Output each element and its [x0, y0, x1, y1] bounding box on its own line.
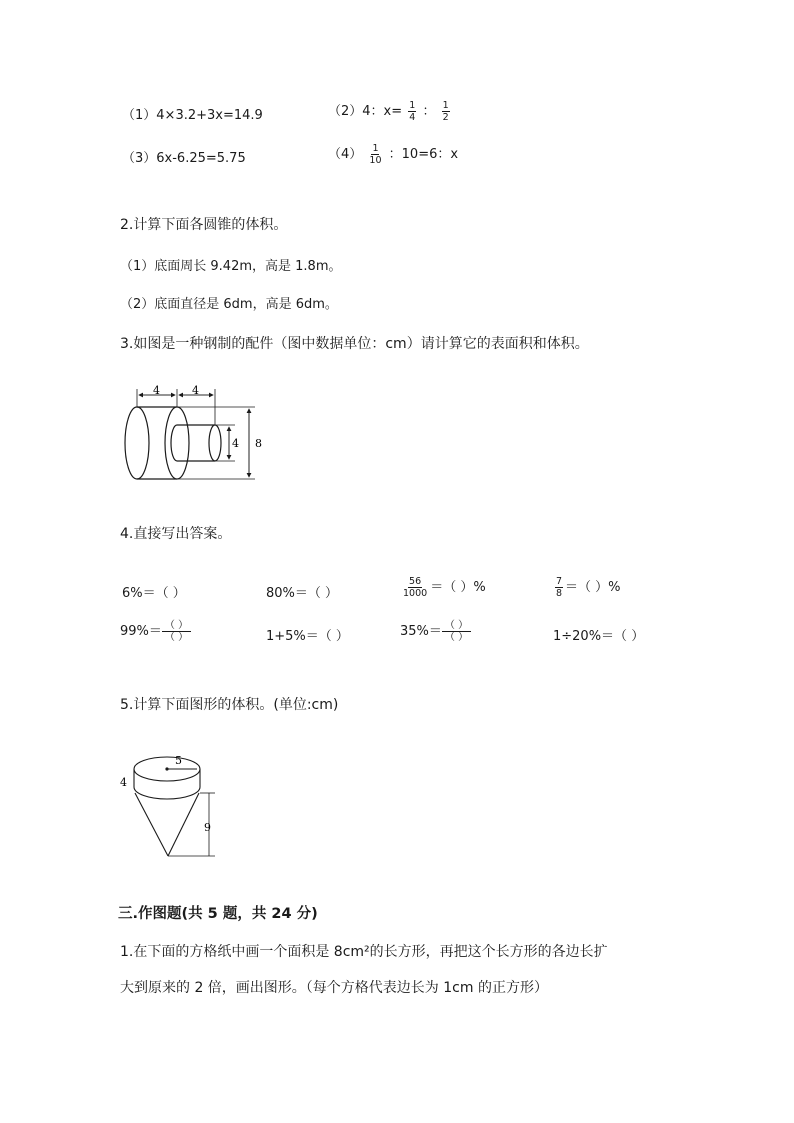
denominator: 8	[556, 588, 563, 599]
numerator: 1	[372, 143, 379, 154]
fraction	[408, 100, 416, 123]
section-2-item-2: （2）底面直径是 6dm，高是 6dm。	[120, 297, 338, 312]
oral-calc-8: 1÷20%＝（ ）	[553, 629, 645, 644]
question-number: （1）	[122, 108, 157, 123]
colon: ：	[422, 104, 436, 119]
outer-cylinder-back-ellipse	[125, 407, 149, 479]
denominator: 2	[442, 112, 449, 123]
oral-calc-4	[553, 576, 621, 599]
equation-3	[122, 147, 246, 166]
equation-4	[328, 143, 458, 166]
question-number: （2）	[328, 104, 363, 119]
equation-expression: 4×3.2+3x=14.9	[156, 108, 263, 123]
blank-fraction	[442, 620, 471, 643]
denominator: 4	[409, 112, 416, 123]
section-5-title: 5.计算下面图形的体积。(单位:cm)	[120, 697, 339, 713]
numerator-blank: （ ）	[442, 620, 471, 632]
dim-label-left: 4	[153, 385, 160, 397]
expression: 35%＝	[400, 624, 442, 639]
numerator-blank: （ ）	[162, 620, 191, 632]
oral-calc-2: 80%＝（ ）	[266, 586, 339, 601]
dim-label-outer: 8	[255, 437, 262, 450]
dim-label-right: 4	[192, 385, 199, 397]
inner-cylinder-front-ellipse	[209, 425, 221, 461]
numerator: 7	[556, 576, 563, 587]
section-2-item-1: （1）底面周长 9.42m，高是 1.8m。	[120, 259, 342, 274]
fraction	[442, 100, 450, 123]
dim-label-inner: 4	[232, 437, 239, 450]
fraction	[368, 143, 382, 166]
expression: ＝（ ）%	[430, 580, 486, 595]
steel-part-figure	[115, 385, 275, 485]
equation-expression: ：10=6：x	[388, 147, 459, 162]
expression: ＝（ ）%	[565, 580, 621, 595]
equation-2	[328, 100, 452, 123]
denominator: 10	[369, 155, 382, 166]
denominator-blank: （ ）	[444, 632, 469, 643]
denominator: 1000	[403, 588, 428, 599]
part-3-heading: 三.作图题(共 5 题，共 24 分)	[118, 906, 318, 922]
section-4-title: 4.直接写出答案。	[120, 526, 232, 542]
equation-expression: 6x-6.25=5.75	[156, 151, 246, 166]
radius-label: 5	[175, 754, 182, 767]
part-3-question-1-line-1: 1.在下面的方格纸中画一个面积是 8cm²的长方形，再把这个长方形的各边长扩	[120, 944, 608, 960]
oral-calc-1: 6%＝（ ）	[122, 586, 186, 601]
oral-calc-5	[120, 620, 191, 643]
equation-1	[122, 104, 263, 123]
oral-calc-7	[400, 620, 471, 643]
numerator: 1	[442, 100, 449, 111]
outer-cylinder-front-ellipse	[165, 407, 189, 479]
expression: 99%＝	[120, 624, 162, 639]
cylinder-cone-figure	[115, 745, 235, 863]
numerator: 56	[409, 576, 422, 587]
part-3-question-1-line-2: 大到原来的 2 倍，画出图形。（每个方格代表边长为 1cm 的正方形）	[120, 980, 548, 996]
oral-calc-3	[400, 576, 486, 599]
cylinder-height-label: 4	[120, 776, 127, 789]
blank-fraction	[162, 620, 191, 643]
cone-height-label: 9	[204, 821, 211, 834]
equation-expression: 4：x=	[362, 104, 403, 119]
question-number: （3）	[122, 151, 157, 166]
section-2-title: 2.计算下面各圆锥的体积。	[120, 217, 288, 233]
numerator: 1	[409, 100, 416, 111]
fraction	[555, 576, 563, 599]
denominator-blank: （ ）	[164, 632, 189, 643]
fraction	[402, 576, 428, 599]
question-number: （4）	[328, 147, 363, 162]
section-3-title: 3.如图是一种钢制的配件（图中数据单位：cm）请计算它的表面积和体积。	[120, 336, 589, 352]
oral-calc-6: 1+5%＝（ ）	[266, 629, 349, 644]
